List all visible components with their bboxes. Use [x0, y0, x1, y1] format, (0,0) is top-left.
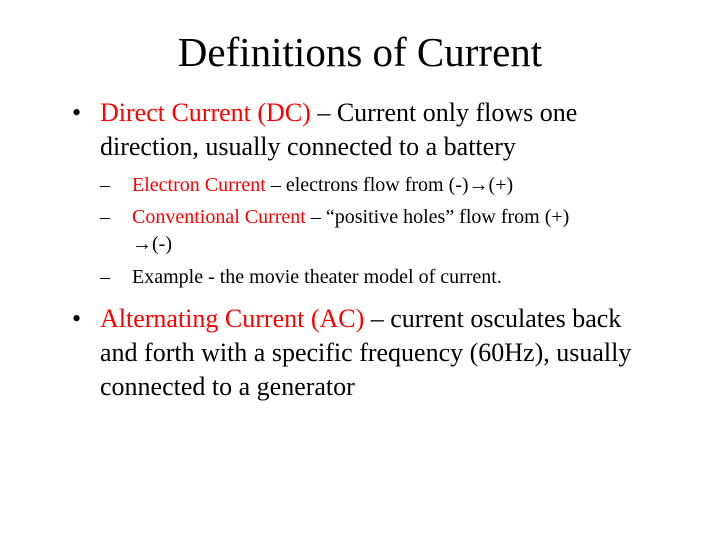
- dash-marker: –: [100, 174, 110, 196]
- term-conventional-current: Conventional Current: [132, 206, 306, 228]
- subbullet-line-1: [132, 204, 692, 231]
- term-alternating-current: Alternating Current (AC): [100, 304, 365, 333]
- bullet-line-2: and forth with a specific frequency (60Hz), usually: [100, 338, 632, 367]
- bullet-rest: – current osculates back: [364, 304, 622, 333]
- bullet-rest: – Current only flows one: [310, 98, 578, 127]
- subbullet-text: Example - the movie theater model of current.: [132, 266, 502, 288]
- bullet-line-2: direction, usually connected to a battery: [100, 132, 516, 161]
- dash-marker: –: [100, 266, 110, 288]
- bullet-marker: •: [72, 304, 82, 333]
- subbullet-rest: – “positive holes” flow from (+): [305, 206, 570, 228]
- term-direct-current: Direct Current (DC): [100, 98, 311, 127]
- bullet-text: [100, 96, 700, 164]
- subbullet-text: [132, 172, 692, 199]
- bullet-marker: •: [72, 98, 82, 127]
- slide-title: Definitions of Current: [177, 29, 543, 75]
- bullet-line-1: [100, 302, 700, 336]
- subbullet-text: [132, 204, 692, 258]
- subbullet-rest: – electrons flow from (-)→(+): [265, 174, 514, 196]
- term-electron-current: Electron Current: [132, 174, 266, 196]
- bullet-line-3: connected to a generator: [100, 372, 355, 401]
- bullet-line-1: [100, 96, 700, 130]
- dash-marker: –: [100, 206, 110, 228]
- bullet-text: [100, 302, 700, 404]
- subbullet-line-2: →(-): [132, 233, 172, 255]
